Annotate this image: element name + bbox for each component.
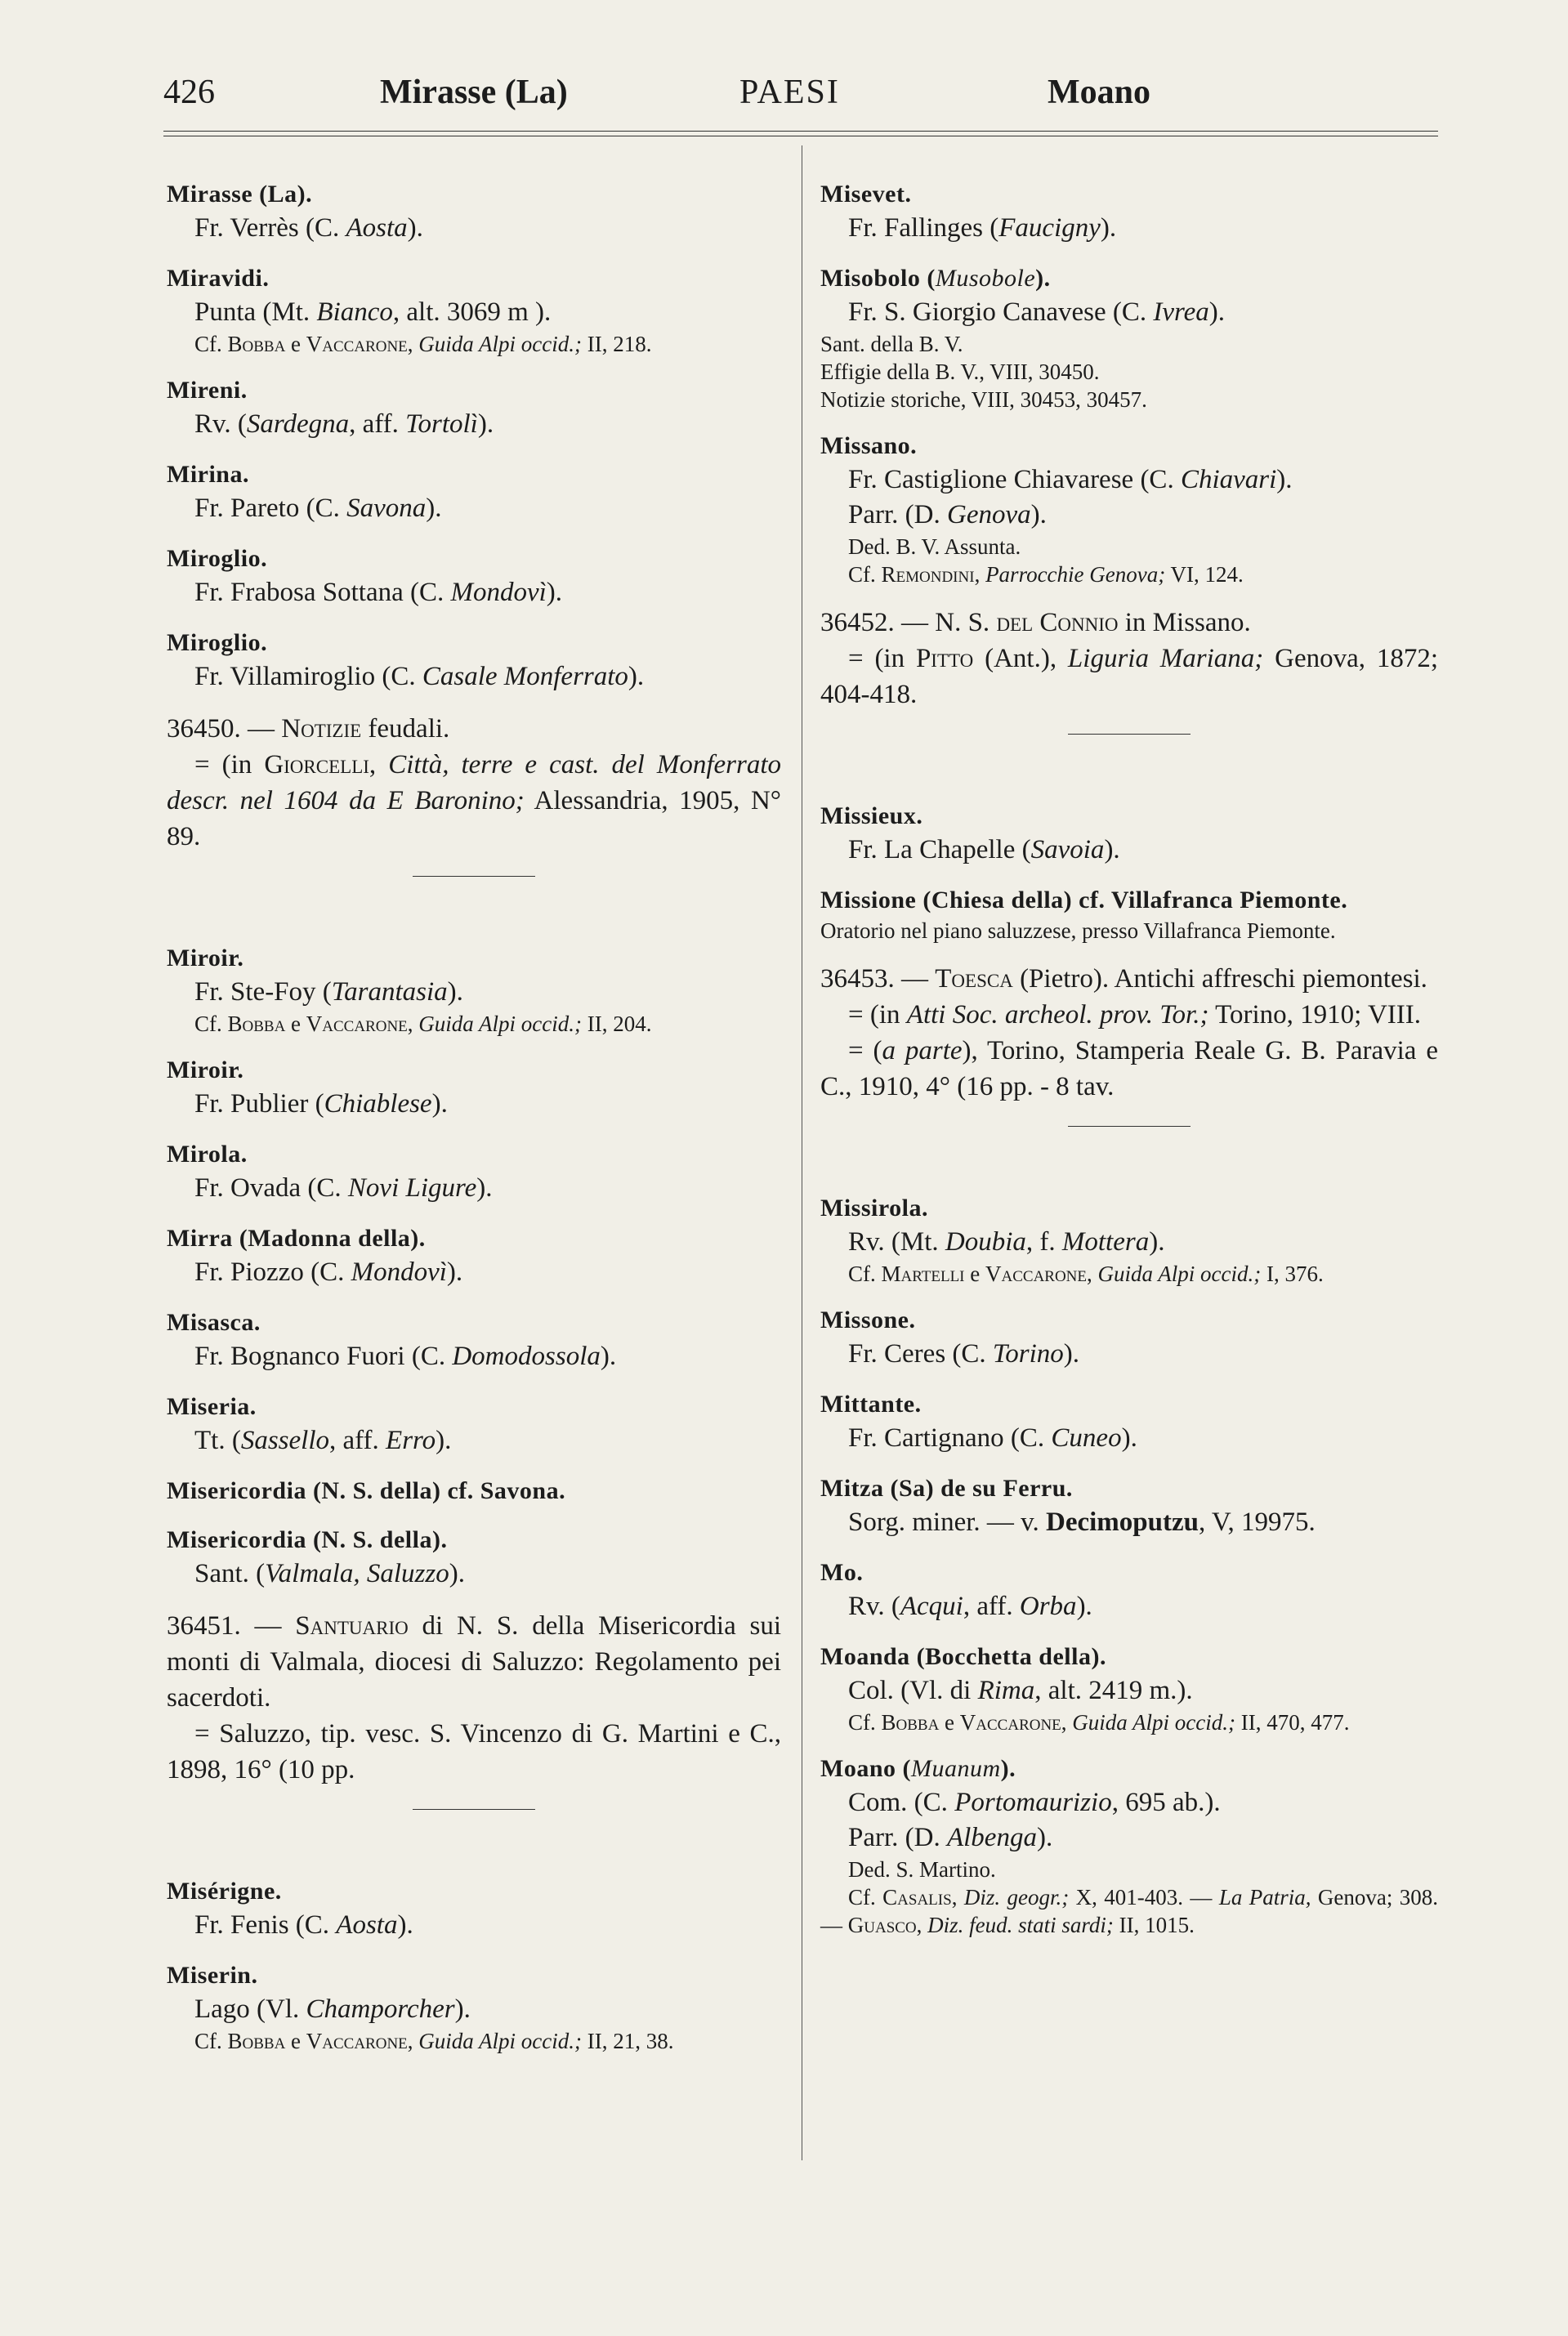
- entry-heading: Misevet.: [820, 181, 912, 208]
- entry-line: Fr. Cartignano (C. Cuneo).: [848, 1423, 1137, 1453]
- entry-line: Fr. Piozzo (C. Mondovì).: [194, 1257, 463, 1287]
- citation: Cf. Bobba e Vaccarone, Guida Alpi occid.; II, 218.: [194, 332, 652, 356]
- entry-line: Tt. (Sassello, aff. Erro).: [194, 1426, 452, 1455]
- right-column: [820, 178, 1438, 1955]
- entry-heading: Missirola.: [820, 1195, 928, 1222]
- section-separator: [413, 1809, 535, 1810]
- entry-heading: Missano.: [820, 432, 918, 459]
- citation: Cf. Casalis, Diz. geogr.; X, 401-403. — La Patria, Genova; 308. — Guasco, Diz. feud. stati sardi; II, 1015.: [820, 1885, 1439, 1937]
- entry-line: Fr. Ceres (C. Torino).: [848, 1339, 1080, 1369]
- bibliography-source: = (in Pitto (Ant.), Liguria Mariana; Genova, 1872; 404-418.: [820, 644, 1438, 709]
- gazetteer-entry: [820, 1641, 1438, 1736]
- entry-heading: Misérigne.: [167, 1878, 282, 1905]
- entry-heading: Mireni.: [167, 377, 248, 404]
- gazetteer-entry: [820, 430, 1438, 588]
- entry-line: Fr. Fallinges (Faucigny).: [848, 213, 1117, 243]
- entry-heading: Mirina.: [167, 461, 249, 488]
- entry-line: Sant. (Valmala, Saluzzo).: [194, 1559, 465, 1588]
- bibliography-item: [167, 711, 781, 855]
- header-left-title: Mirasse (La): [380, 74, 568, 111]
- entry-line: Col. (Vl. di Rima, alt. 2419 m.).: [848, 1676, 1193, 1705]
- bibliography-title: 36451. — Santuario di N. S. della Misericordia sui monti di Valmala, diocesi di Saluzzo: Regolamento pei sacerdoti.: [167, 1611, 781, 1713]
- citation: Cf. Bobba e Vaccarone, Guida Alpi occid.; II, 204.: [194, 1012, 652, 1036]
- entry-heading: Miroglio.: [167, 629, 268, 656]
- gazetteer-entry: [820, 1472, 1438, 1540]
- left-column: [167, 178, 781, 2071]
- entry-line: Fr. Frabosa Sottana (C. Mondovì).: [194, 578, 563, 607]
- gazetteer-entry: [167, 1054, 781, 1122]
- entry-heading: Moanda (Bocchetta della).: [820, 1643, 1106, 1670]
- entry-line: Sorg. miner. — v. Decimoputzu, V, 19975.: [848, 1507, 1316, 1537]
- gazetteer-entry: [167, 942, 781, 1038]
- entry-heading: Missione (Chiesa della) cf. Villafranca Piemonte.: [820, 887, 1348, 913]
- gazetteer-entry: [167, 1138, 781, 1206]
- gazetteer-entry: [820, 1388, 1438, 1456]
- entry-heading: Miseria.: [167, 1393, 257, 1420]
- entry-line: Rv. (Mt. Doubia, f. Mottera).: [848, 1227, 1165, 1257]
- gazetteer-entry: [820, 262, 1438, 413]
- citation: Cf. Remondini, Parrocchie Genova; VI, 124.: [848, 562, 1244, 587]
- entry-line: Fr. La Chapelle (Savoia).: [848, 835, 1120, 864]
- entry-heading: Miroir.: [167, 945, 244, 971]
- page-number: 426: [163, 74, 215, 111]
- entry-heading: Misericordia (N. S. della).: [167, 1526, 448, 1553]
- entry-heading: Misericordia (N. S. della) cf. Savona.: [167, 1477, 566, 1504]
- section-separator: [413, 876, 535, 877]
- gazetteer-entry: [820, 1304, 1438, 1372]
- gazetteer-entry: [820, 800, 1438, 868]
- entry-line: Rv. (Sardegna, aff. Tortolì).: [194, 409, 494, 439]
- entry-line: Lago (Vl. Champorcher).: [194, 1994, 471, 2024]
- gazetteer-entry: [167, 1222, 781, 1290]
- citation: Cf. Martelli e Vaccarone, Guida Alpi occid.; I, 376.: [848, 1262, 1324, 1286]
- entry-heading: Mirasse (La).: [167, 181, 313, 208]
- header-section-title: PAESI: [739, 74, 840, 111]
- gazetteer-entry: [167, 374, 781, 442]
- entry-note: Ded. B. V. Assunta.: [848, 534, 1021, 559]
- gazetteer-entry: [820, 1753, 1438, 1939]
- entry-heading: Miserin.: [167, 1962, 258, 1989]
- entry-line: Fr. Pareto (C. Savona).: [194, 494, 442, 523]
- citation: Cf. Bobba e Vaccarone, Guida Alpi occid.; II, 470, 477.: [848, 1710, 1350, 1735]
- section-separator: [1068, 734, 1191, 735]
- running-header: [163, 72, 1438, 121]
- entry-line: Fr. Ovada (C. Novi Ligure).: [194, 1173, 493, 1203]
- gazetteer-entry: [167, 458, 781, 526]
- gazetteer-entry: [820, 1557, 1438, 1624]
- entry-line: Fr. Castiglione Chiavarese (C. Chiavari).: [848, 465, 1293, 494]
- entry-note: Ded. S. Martino.: [848, 1857, 996, 1882]
- gazetteer-entry: [167, 1306, 781, 1374]
- entry-heading: Misasca.: [167, 1309, 261, 1336]
- entry-heading: Missieux.: [820, 802, 923, 829]
- entry-line: Fr. S. Giorgio Canavese (C. Ivrea).: [848, 297, 1226, 327]
- gazetteer-entry: [820, 178, 1438, 246]
- gazetteer-entry: [820, 884, 1438, 945]
- gazetteer-entry: [167, 1391, 781, 1458]
- entry-heading: Mittante.: [820, 1391, 922, 1418]
- gazetteer-entry: [167, 1475, 781, 1507]
- bibliography-title: 36453. — Toesca (Pietro). Antichi affreschi piemontesi.: [820, 964, 1427, 994]
- bibliography-source: = (in Atti Soc. archeol. prov. Tor.; Torino, 1910; VIII.: [848, 1000, 1422, 1030]
- gazetteer-entry: [167, 1959, 781, 2055]
- bibliography-source: = Saluzzo, tip. vesc. S. Vincenzo di G. Martini e C., 1898, 16° (10 pp.: [167, 1719, 781, 1784]
- bibliography-title: 36452. — N. S. del Connio in Missano.: [820, 608, 1251, 637]
- gazetteer-entry: [167, 543, 781, 610]
- gazetteer-entry: [167, 1875, 781, 1943]
- gazetteer-entry: [820, 1192, 1438, 1288]
- entry-line: Fr. Verrès (C. Aosta).: [194, 213, 423, 243]
- entry-heading: Mirola.: [167, 1141, 248, 1168]
- entry-line: Fr. Publier (Chiablese).: [194, 1089, 448, 1119]
- gazetteer-entry: [167, 1524, 781, 1592]
- entry-heading: Moano (Muanum).: [820, 1755, 1016, 1782]
- entry-line: Fr. Fenis (C. Aosta).: [194, 1910, 413, 1940]
- entry-line: Parr. (D. Albenga).: [848, 1823, 1053, 1852]
- header-rule-top: [163, 131, 1438, 132]
- entry-note: Oratorio nel piano saluzzese, presso Villafranca Piemonte.: [820, 918, 1336, 943]
- gazetteer-entry: [167, 178, 781, 246]
- bibliography-source: = (in Giorcelli, Città, terre e cast. del Monferrato descr. nel 1604 da E Baronino; Alessandria, 1905, N° 89.: [167, 750, 782, 851]
- entry-heading: Miroglio.: [167, 545, 268, 572]
- entry-heading: Misobolo (Musobole).: [820, 265, 1051, 292]
- entry-line: Fr. Bognanco Fuori (C. Domodossola).: [194, 1342, 617, 1371]
- bibliography-item: [820, 605, 1438, 712]
- bibliography-title: 36450. — Notizie feudali.: [167, 714, 450, 744]
- header-right-title: Moano: [1048, 74, 1150, 111]
- entry-heading: Mitza (Sa) de su Ferru.: [820, 1475, 1073, 1502]
- entry-heading: Mirra (Madonna della).: [167, 1225, 426, 1252]
- entry-line: Parr. (D. Genova).: [848, 500, 1047, 529]
- section-separator: [1068, 1126, 1191, 1127]
- entry-line: Punta (Mt. Bianco, alt. 3069 m ).: [194, 297, 552, 327]
- entry-heading: Miravidi.: [167, 265, 270, 292]
- entry-heading: Missone.: [820, 1306, 916, 1333]
- gazetteer-entry: [167, 627, 781, 695]
- bibliography-source: = (a parte), Torino, Stamperia Reale G. B. Paravia e C., 1910, 4° (16 pp. - 8 tav.: [820, 1036, 1438, 1101]
- entry-note: Notizie storiche, VIII, 30453, 30457.: [820, 387, 1147, 412]
- bibliography-item: [820, 961, 1438, 1105]
- entry-line: Com. (C. Portomaurizio, 695 ab.).: [848, 1788, 1221, 1817]
- citation: Cf. Bobba e Vaccarone, Guida Alpi occid.; II, 21, 38.: [194, 2029, 674, 2053]
- gazetteer-entry: [167, 262, 781, 358]
- bibliography-item: [167, 1608, 781, 1788]
- entry-note: Effigie della B. V., VIII, 30450.: [820, 360, 1100, 384]
- entry-note: Sant. della B. V.: [820, 332, 963, 356]
- entry-heading: Mo.: [820, 1559, 864, 1586]
- entry-heading: Miroir.: [167, 1056, 244, 1083]
- entry-line: Fr. Villamiroglio (C. Casale Monferrato).: [194, 662, 645, 691]
- entry-line: Fr. Ste-Foy (Tarantasia).: [194, 977, 463, 1007]
- entry-line: Rv. (Acqui, aff. Orba).: [848, 1592, 1092, 1621]
